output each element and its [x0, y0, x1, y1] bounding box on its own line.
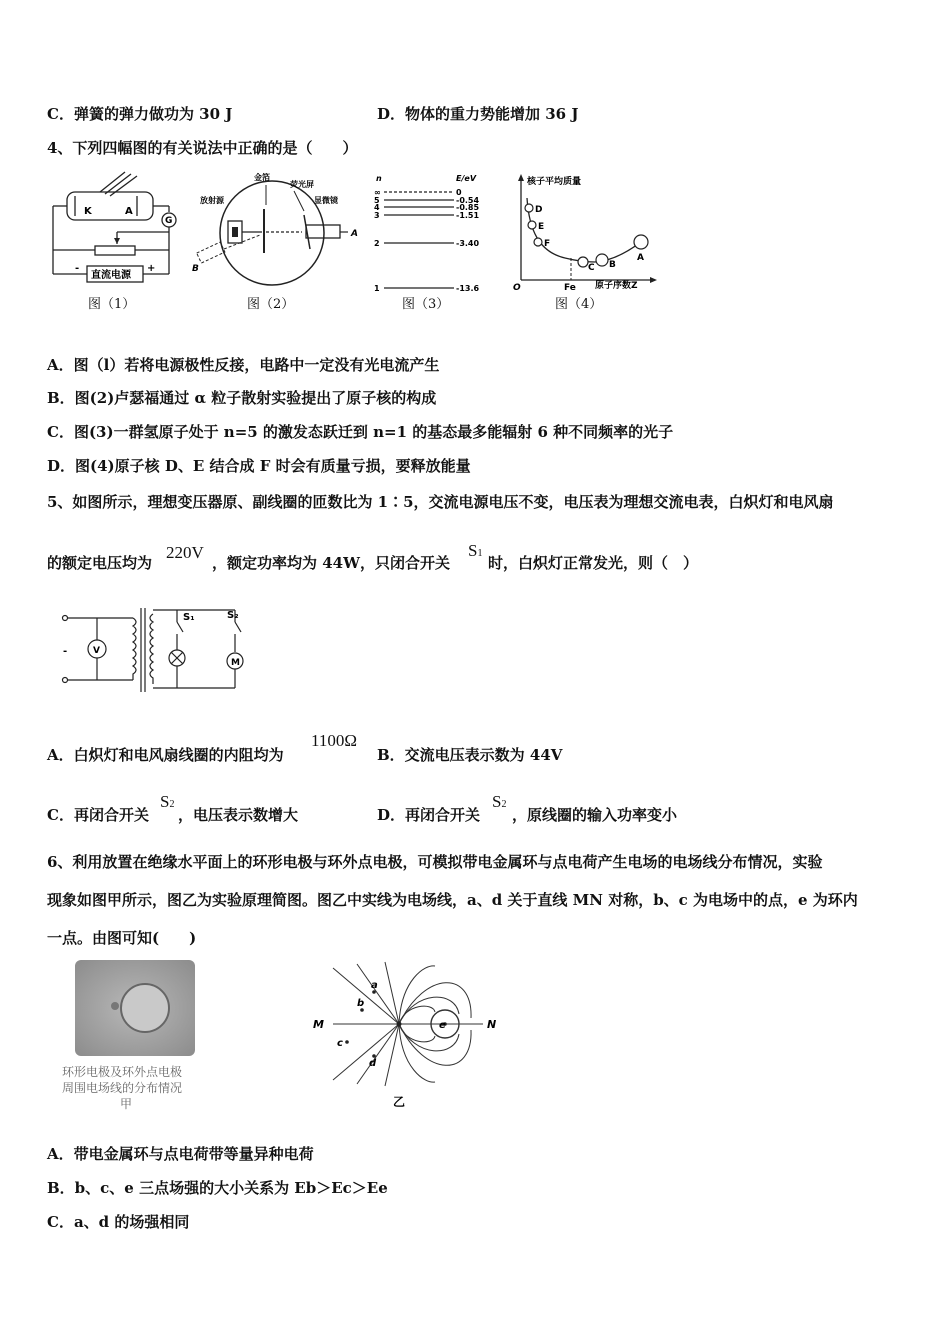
q4-figure-2 [190, 165, 360, 290]
q4-stem: 4、下列四幅图的有关说法中正确的是（ ） [47, 139, 358, 157]
point-f [534, 238, 542, 246]
label-v: V [93, 646, 100, 656]
q5-option-a: A．白炽灯和电风扇线圈的内阻均为 [47, 746, 284, 764]
q6-option-a: A．带电金属环与点电荷带等量异种电荷 [47, 1145, 314, 1163]
energy-level-e: -0.54 [456, 196, 480, 205]
label-minus: - [63, 646, 68, 657]
primary-coil [133, 618, 136, 680]
label-b: B [192, 264, 199, 274]
point-c [345, 1040, 349, 1044]
q6-stem-line1: 6、利用放置在绝缘水平面上的环形电极与环外点电极，可模拟带电金属环与点电荷产生电场的电场线分布情况，实验 [47, 853, 823, 871]
energy-level-n: 3 [374, 211, 380, 220]
energy-level-e: -13.6 [456, 284, 480, 293]
label-d: D [535, 205, 543, 215]
label-b: b [357, 998, 365, 1009]
fig3-caption: 图（3） [402, 297, 450, 312]
dc-source-label: 直流电源 [91, 270, 131, 281]
label-plus: + [147, 263, 156, 274]
fig2-caption: 图（2） [247, 297, 295, 312]
label-microscope: 显微镜 [314, 196, 338, 205]
label-d: d [369, 1058, 377, 1069]
q5-stem-line1: 5、如图所示，理想变压器原、副线圈的匝数比为 1∶5，交流电源电压不变，电压表为理想交流电表，白炽灯和电风扇 [47, 493, 834, 511]
q5-option-c2: ，电压表示数增大 [178, 806, 299, 824]
label-minus: - [75, 263, 80, 274]
label-a: a [371, 980, 378, 991]
q5-option-d-switch: S2 [492, 792, 507, 811]
energy-level-e: -0.85 [456, 203, 480, 212]
point-b [596, 254, 608, 266]
photo-caption-2: 周围电场线的分布情况 [62, 1081, 183, 1095]
q5-option-d2: ，原线圈的输入功率变小 [512, 806, 678, 824]
point-d [525, 204, 533, 212]
label-n: N [487, 1018, 497, 1031]
label-source: 放射源 [200, 196, 224, 205]
q4-option-d: D．图(4)原子核 D、E 结合成 F 时会有质量亏损，要释放能量 [47, 457, 471, 475]
label-g: G [165, 216, 173, 226]
label-s2: S₂ [227, 610, 239, 621]
q4-option-c: C．图(3)一群氢原子处于 n=5 的激发态跃迁到 n=1 的基态最多能辐射 6 种不同频率的光子 [47, 423, 674, 441]
point-electrode [111, 1002, 119, 1010]
fig4-fe: Fe [564, 283, 576, 293]
label-k: K [84, 206, 92, 217]
q6-option-b: B．b、c、e 三点场强的大小关系为 Eb＞Ec＞Ee [47, 1179, 388, 1197]
fig4-xlabel: 原子序数Z [595, 281, 638, 291]
secondary-coil [150, 614, 153, 684]
q5-resistance: 1100Ω [311, 731, 358, 750]
label-e: e [439, 1020, 446, 1031]
q5-switch-s1: S1 [468, 541, 483, 560]
label-m: M [231, 658, 240, 668]
photo-caption-1: 环形电极及环外点电极 [62, 1065, 183, 1079]
ring-electrode [121, 984, 169, 1032]
q6-option-c: C．a、d 的场强相同 [47, 1213, 190, 1231]
q6-stem-line3: 一点。由图可知( ) [47, 929, 197, 947]
point-e [528, 221, 536, 229]
energy-level-n: 4 [374, 203, 380, 212]
e-label: E/eV [456, 174, 477, 183]
q5-option-c1: C．再闭合开关 [47, 806, 149, 824]
label-b: B [609, 260, 616, 270]
phototube [67, 192, 153, 220]
energy-level-n: 1 [374, 284, 380, 293]
q4-figure-1 [45, 170, 185, 288]
label-c: c [337, 1038, 343, 1049]
q4-option-a: A．图（l）若将电源极性反接，电路中一定没有光电流产生 [47, 356, 440, 374]
q5-stem-line2b: ，额定功率均为 44W，只闭合开关 [212, 554, 450, 572]
fig1-caption: 图（1） [88, 297, 136, 312]
q5-circuit [55, 600, 255, 700]
photo-caption-3: 甲 [120, 1097, 133, 1111]
energy-level-n: 5 [374, 196, 380, 205]
q5-voltage: 220V [166, 543, 204, 562]
label-m: M [313, 1018, 324, 1031]
energy-level-n: ∞ [374, 188, 381, 197]
q5-option-c-switch: S2 [160, 792, 175, 811]
q4-figure-3 [370, 170, 490, 295]
rheostat [95, 246, 135, 255]
label-e: E [538, 222, 545, 232]
energy-level-n: 2 [374, 239, 380, 248]
q3-option-d: D．物体的重力势能增加 36 J [377, 105, 579, 123]
energy-level-e: 0 [456, 188, 462, 197]
q4-figure-4 [505, 170, 660, 295]
q5-option-d1: D．再闭合开关 [377, 806, 481, 824]
point-c [578, 257, 588, 267]
label-c: C [588, 263, 595, 273]
n-label: n [376, 174, 382, 183]
fig4-caption: 图（4） [555, 297, 603, 312]
label-f: F [544, 239, 551, 249]
energy-level-e: -3.40 [456, 239, 480, 248]
q6-field-diagram [305, 960, 505, 1110]
label-a: A [637, 253, 644, 263]
point-a [634, 235, 648, 249]
label-foil: 金箔 [254, 173, 270, 182]
q6-stem-line2: 现象如图甲所示，图乙为实验原理简图。图乙中实线为电场线，a、d 关于直线 MN 对称，b、c 为电场中的点，e 为环内 [47, 891, 858, 909]
diagram-caption: 乙 [393, 1095, 406, 1109]
q5-stem-line2a: 的额定电压均为 [47, 554, 153, 572]
q5-stem-line2c: 时，白炽灯正常发光，则（ ） [488, 554, 699, 572]
energy-level-e: -1.51 [456, 211, 480, 220]
label-screen: 荧光屏 [290, 180, 314, 189]
label-s1: S₁ [183, 612, 195, 623]
fig4-ylabel: 核子平均质量 [527, 177, 582, 187]
label-a: A [125, 206, 133, 217]
q3-option-c: C．弹簧的弹力做功为 30 J [47, 105, 233, 123]
q5-option-b: B．交流电压表示数为 44V [377, 746, 563, 764]
q6-photo [75, 960, 195, 1056]
q4-option-b: B．图(2)卢瑟福通过 α 粒子散射实验提出了原子核的构成 [47, 389, 437, 407]
label-a: A [351, 229, 358, 239]
fig4-origin: O [513, 283, 521, 293]
